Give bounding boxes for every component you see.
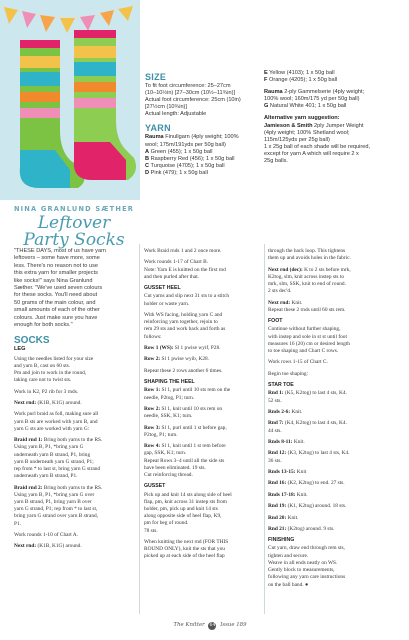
instruction-paragraph	[14, 485, 134, 528]
intro-line: Sæther. "We've used seven colours	[14, 285, 103, 292]
body-column-3	[268, 248, 396, 593]
instruction-text: (K5, K2tog) to last 4 sts, K4.	[283, 390, 347, 397]
instruction-line: picked up at each side of the heel flap	[144, 553, 225, 560]
column-2-instructions	[144, 248, 262, 561]
instruction-line	[268, 420, 396, 427]
size-lines	[145, 83, 263, 118]
instruction-text: Knit.	[292, 438, 305, 445]
instruction-line: tighten and secure.	[268, 552, 309, 559]
alt-text: 2ply Jumper Weight	[312, 122, 364, 129]
instruction-line: have been eliminated. 19 sts.	[144, 464, 206, 471]
instruction-line	[14, 437, 134, 444]
instruction-label: Rnd 20:	[268, 514, 287, 521]
pattern-title	[10, 215, 138, 249]
instruction-line: underneath yarn B strand, P1.	[14, 473, 78, 480]
instruction-label: Braid rnd 2:	[14, 484, 43, 491]
instruction-line: and then purled after that.	[144, 273, 200, 280]
colour-text: Green (455); 1 x 50g ball	[149, 148, 213, 155]
alt-brand: Jamieson & Smith	[264, 122, 313, 129]
section-subheading: SHAPING THE HEEL	[144, 379, 195, 386]
instruction-text: Sl 1, purl until 10 sts rem on the	[160, 387, 231, 394]
size-line: (10–10½in) [27–30cm (10½–11¾in)]	[145, 90, 236, 97]
instruction-label: Rnds 2-6:	[268, 408, 291, 415]
instruction-line: pm for beg of round.	[144, 520, 189, 527]
instruction-text: Bring both yarns to the RS.	[42, 484, 103, 491]
instruction-line: Begin toe shaping:	[268, 370, 309, 377]
instruction-text: Sl 1 pwise wyif, P28.	[173, 344, 221, 351]
alt-yarn-desc: 115m/125yds per 25g ball)	[264, 136, 330, 143]
instruction-paragraph	[144, 443, 262, 479]
instruction-text: Sl 1, knit until 1 st rem before	[160, 443, 226, 450]
intro-line: like socks!" says Nina Granlund	[14, 277, 93, 284]
body-column-2	[144, 248, 262, 565]
instruction-text: Sl 1, purl until 1 st before gap,	[160, 424, 227, 431]
instruction-paragraph	[268, 503, 396, 510]
instruction-line: yarn G strand, P1; rep from * to last st,	[14, 506, 98, 513]
instruction-line: Cut yarns and slip next 31 sts to a stitch	[144, 293, 230, 300]
instruction-label: Rnd 21:	[268, 525, 287, 532]
column-3-instructions	[268, 248, 396, 589]
instruction-line: Note: Yarn E is knitted on the first rnd	[144, 266, 226, 273]
instruction-line: Work Braid rnds 1 and 2 once more.	[144, 248, 222, 254]
instruction-paragraph	[144, 406, 262, 420]
instruction-line: measures 16 (20) cm or desired length	[268, 340, 350, 347]
instruction-paragraph	[14, 411, 134, 433]
alt-yarn-heading: Alternative yarn suggestion:	[264, 115, 340, 122]
instruction-text: Sl 1, knit until 10 sts rem on	[160, 405, 223, 412]
instruction-text: (K1B, K1G) around.	[36, 400, 82, 407]
intro-line: leftovers – some have more, some	[14, 255, 100, 262]
instruction-text: (K1, K2tog) around. 18 sts.	[286, 503, 347, 510]
instruction-line: 36 sts.	[268, 457, 282, 464]
yarn-desc	[145, 134, 263, 141]
title-line-2: Party Socks	[23, 230, 125, 250]
size-line: Actual length: Adjustable	[145, 111, 207, 118]
instruction-line: Using yarn B, P1, *bring yarn G	[14, 444, 84, 451]
instruction-line	[268, 480, 396, 487]
instruction-line	[268, 492, 396, 499]
colour-text: Yellow (4103); 1 x 50g ball	[267, 70, 335, 76]
column-divider	[264, 244, 265, 614]
alt-yarn-desc: 1 x 25g ball of each shade will be required,	[264, 143, 371, 150]
magazine-name: The Knitter	[173, 622, 205, 628]
size-line: [27½cm (10¾in)]	[145, 104, 187, 111]
instruction-paragraph	[144, 539, 262, 561]
size-line: Actual foot circumference: 25cm (10in)	[145, 97, 241, 104]
section-subheading: GUSSET HEEL	[144, 285, 181, 292]
instruction-line: holder, pm, pick up and knit 14 sts	[144, 505, 218, 512]
instruction-text: (K4, K2tog) to last 4 sts, K4.	[283, 420, 347, 427]
instruction-paragraph	[268, 515, 396, 522]
instruction-label: Rnds 13-15:	[268, 468, 296, 475]
instruction-label: Rnd 19:	[268, 503, 287, 510]
instruction-line: P1.	[14, 520, 21, 527]
instruction-line	[268, 526, 396, 533]
instruction-line	[14, 543, 134, 550]
intro-line: 50 grams of the main colour, and	[14, 299, 96, 306]
instruction-line: 2 sts dec'd.	[268, 288, 292, 295]
intro-line: colours. Just make sure you have	[14, 314, 98, 321]
instruction-paragraph	[268, 382, 396, 405]
instruction-label: Next rnd:	[14, 543, 37, 550]
instruction-paragraph	[268, 371, 396, 378]
colour-code: B	[145, 155, 150, 162]
instruction-line	[144, 387, 262, 394]
instruction-line	[14, 485, 134, 492]
colour-text: Turquoise (4705); 1 x 50g ball	[149, 162, 225, 169]
instruction-line: Repeat these 2 rnds until 60 sts rem.	[268, 306, 346, 313]
intro-line: small amounts of each of the other	[14, 307, 100, 314]
instruction-line	[144, 345, 262, 352]
section-subheading: GUSSET	[144, 483, 166, 490]
instruction-label: Next rnd (dec):	[268, 266, 303, 273]
section-subheading: FINISHING	[268, 537, 295, 544]
instruction-line	[144, 425, 262, 432]
instruction-paragraph	[144, 285, 262, 308]
instruction-line: through the back loop. This tightens	[268, 248, 346, 254]
instruction-paragraph	[268, 469, 396, 476]
instruction-line	[268, 439, 396, 446]
instruction-label: Next rnd:	[14, 400, 37, 407]
size-line: To fit foot circumference: 25–27cm	[145, 83, 231, 89]
instruction-text: Knit	[295, 468, 307, 475]
instruction-text: K to 2 sts before mrk,	[302, 266, 351, 273]
instruction-paragraph	[268, 420, 396, 434]
instruction-line: to toe shaping and Chart C rows.	[268, 348, 339, 354]
instruction-line: underneath yarn B strand, P1, bring	[14, 451, 91, 458]
instruction-label: Row 2:	[144, 405, 161, 412]
instruction-line: When knitting the next rnd (FOR THIS	[144, 538, 229, 545]
title-line-1: Leftover	[37, 213, 111, 233]
instruction-line: yarn B strand, P1, bring yarn B over	[14, 499, 92, 506]
instruction-line: yarn B sts are worked with yarn B, and	[14, 418, 98, 425]
instruction-line: Cut reinforcing thread.	[144, 471, 193, 478]
instruction-paragraph	[14, 437, 134, 480]
instruction-line: holder or waste yarn.	[144, 300, 190, 307]
instruction-paragraph	[268, 492, 396, 499]
leg-heading: LEG	[14, 346, 26, 353]
instruction-text: (K2tog) around. 9 sts.	[286, 525, 335, 532]
instruction-line: Work purl braid as foll, making sure all	[14, 411, 99, 418]
yarn-colour	[264, 77, 404, 84]
instruction-line: taking care not to twist sts.	[14, 377, 72, 384]
instruction-line: following any yarn care instructions	[268, 574, 346, 581]
gammel-text: 2-ply Gammelserie (4ply weight;	[282, 89, 365, 96]
instruction-paragraph	[268, 409, 396, 416]
instruction-line: and yarn B, cast on 60 sts.	[14, 362, 71, 369]
instruction-text: Bring both yarns to the RS.	[42, 437, 103, 444]
instruction-line: mrk, slm, SSK, knit to end of round.	[268, 281, 346, 287]
instruction-label: Row 1:	[144, 387, 161, 394]
instruction-text: (K2, K2tog) to end. 27 sts.	[286, 480, 345, 487]
instruction-paragraph	[268, 300, 396, 314]
yarn-desc-text: Finullgarn (4ply weight; 100%	[163, 134, 239, 141]
section-subheading: STAR TOE	[268, 382, 294, 389]
yarn-colour	[145, 156, 263, 163]
instruction-line	[268, 515, 396, 522]
instruction-label: Rnd 12:	[268, 450, 287, 457]
instruction-paragraph	[14, 389, 134, 396]
socks-illustration	[0, 0, 140, 200]
gammel-desc: 100% wool; 160m/175 yd per 50g ball)	[264, 96, 360, 103]
instruction-text: Sl 1 pwise wyib, K28.	[160, 356, 210, 363]
instruction-paragraph	[268, 318, 396, 355]
author-byline: NINA GRANLUND SÆTHER	[13, 205, 135, 213]
instruction-paragraph	[144, 259, 262, 281]
instruction-label: Row 1 (WS):	[144, 344, 174, 351]
instruction-paragraph	[144, 356, 262, 363]
instruction-paragraph	[268, 359, 396, 366]
instruction-line: Repeat these 2 rows another 6 times.	[144, 367, 223, 374]
intro-line: enough for both socks."	[14, 322, 73, 329]
instruction-label: Rnd 1:	[268, 390, 284, 397]
instruction-line: With WS facing, holding yarn C and	[144, 311, 223, 318]
size-yarn-column	[145, 70, 263, 177]
instruction-line	[144, 443, 262, 450]
instruction-line: Work rounds 1-10 of Chart A.	[14, 532, 78, 539]
gammel-desc	[264, 89, 404, 96]
yarn-column-continued	[264, 70, 404, 165]
instruction-label: Row 4:	[144, 443, 161, 450]
instruction-line: K2tog, slm, knit across instep sts to	[268, 273, 344, 280]
issue-number: Issue 189	[220, 622, 247, 628]
instruction-text: Knit.	[290, 408, 303, 415]
intro-line: for these socks. You'll need about	[14, 292, 98, 299]
yarn-colour	[145, 149, 263, 156]
yarn-heading: YARN	[145, 123, 171, 134]
socks-photo	[0, 0, 140, 200]
instruction-line: rep from * to last st, bring yarn G strand	[14, 466, 101, 473]
instruction-label: Rnds 8-11:	[268, 438, 293, 445]
socks-heading: SOCKS	[14, 335, 50, 347]
instruction-line: bring yarn G strand over yarn B strand,	[14, 513, 98, 520]
body-column-1	[14, 248, 134, 555]
colour-text: Natural White 401; 1 x 50g ball	[268, 103, 347, 110]
instruction-text: (K3, K2tog) to last 4 sts, K4.	[286, 450, 350, 457]
instruction-label: Braid rnd 1:	[14, 437, 43, 444]
instruction-paragraph	[268, 267, 396, 296]
instruction-line: flap, pm, knit across 31 instep sts from	[144, 498, 227, 505]
instruction-line	[268, 503, 396, 510]
instruction-paragraph	[144, 483, 262, 534]
instruction-paragraph	[268, 480, 396, 487]
yarn-colour	[264, 103, 404, 110]
yarn-colour	[145, 163, 263, 170]
instruction-label: Rnds 17-18:	[268, 491, 296, 498]
instruction-line: Gently block to measurements,	[268, 567, 335, 574]
instruction-line: Cut yarn, draw end through rem sts,	[268, 545, 345, 552]
instruction-line: 44 sts.	[268, 427, 282, 434]
instruction-line: Work rounds 1-17 of Chart B.	[144, 259, 208, 266]
instruction-line: Using yarn B, P1, *bring yarn G over	[14, 491, 95, 498]
alt-yarn-desc: (4ply weight; 100% Shetland wool;	[264, 129, 350, 136]
instruction-label: Row 3:	[144, 424, 161, 431]
intro-line: this extra yarn for smaller projects	[14, 270, 98, 277]
yarn-colour	[145, 170, 263, 177]
instruction-line: with instep and sole in st st until foot	[268, 333, 347, 340]
instruction-paragraph	[14, 532, 134, 539]
intro-paragraph	[14, 248, 134, 329]
instruction-line: Work rows 1-15 of Chart C.	[268, 359, 328, 366]
page-footer	[150, 622, 270, 630]
instruction-line: Using the needles listed for your size	[14, 355, 94, 362]
instruction-line	[268, 300, 396, 307]
instruction-paragraph	[14, 543, 134, 550]
instruction-line: on the ball band. ●	[268, 581, 309, 588]
instruction-paragraph	[144, 379, 262, 402]
instruction-paragraph	[144, 368, 262, 375]
yarn-colour	[264, 70, 404, 77]
instruction-line	[268, 267, 396, 274]
instruction-line: Repeat Rows 3–4 until all the side sts	[144, 457, 225, 464]
instruction-line: follows:	[144, 333, 162, 340]
instruction-line: reinforcing yarn together, rejoin to	[144, 319, 218, 326]
instruction-line: P2tog, P1; turn.	[144, 431, 178, 438]
instruction-text: (K1B, K1G) around.	[36, 543, 82, 550]
instruction-line: needle, P2tog, P1; turn.	[144, 394, 195, 401]
instruction-paragraph	[268, 248, 396, 262]
size-heading: SIZE	[145, 72, 167, 82]
yarn-brand: Rauma	[145, 134, 164, 141]
instruction-line: along opposite side of heel flap, K9,	[144, 513, 222, 520]
instruction-paragraph	[14, 400, 134, 407]
instruction-line: yarn G sts are worked with yarn G:	[14, 425, 90, 432]
instruction-paragraph	[144, 345, 262, 352]
instruction-paragraph	[268, 450, 396, 464]
gammel-brand: Rauma	[264, 89, 283, 96]
instruction-line	[268, 409, 396, 416]
instruction-label: Rnd 16:	[268, 480, 287, 487]
instruction-line: Weave in all ends neatly on WS.	[268, 559, 338, 566]
instruction-text: Knit.	[295, 491, 308, 498]
instruction-line: them up and avoids holes in the fabric.	[268, 255, 351, 262]
instruction-line: yarn B underneath yarn G strand, P1;	[14, 458, 94, 465]
instruction-paragraph	[14, 356, 134, 385]
instruction-line	[144, 406, 262, 413]
instruction-paragraph	[268, 526, 396, 533]
instruction-text: Knit.	[290, 299, 303, 306]
instruction-line: gap, SSK, K1; turn.	[144, 450, 187, 457]
instruction-line	[268, 390, 396, 397]
instruction-label: Rnd 7:	[268, 420, 284, 427]
instruction-paragraph	[268, 439, 396, 446]
column-divider	[139, 244, 140, 614]
instruction-line	[268, 469, 396, 476]
colour-text: Orange (4205); 1 x 50g ball	[267, 77, 338, 84]
instruction-text: Knit.	[286, 514, 299, 521]
colour-code: A	[145, 148, 150, 155]
section-subheading: FOOT	[268, 318, 283, 325]
alt-yarn-desc: except for yarn A which will require 2 x	[264, 150, 359, 157]
intro-line: less. There's no reason not to use	[14, 262, 98, 269]
instruction-paragraph	[144, 248, 262, 255]
instruction-line: Work in K2, P2 rib for 3 rnds.	[14, 388, 79, 395]
colour-code: F	[264, 77, 268, 84]
colour-text: Raspberry Red (456); 1 x 50g ball	[149, 155, 235, 162]
colour-code: D	[145, 169, 150, 176]
instruction-line: needle, SSK, K1; turn.	[144, 413, 193, 420]
instruction-line: Continue without further shaping,	[268, 326, 341, 333]
instruction-line: rem 29 sts and work back and forth as	[144, 326, 226, 333]
alt-yarn-desc: 25g balls.	[264, 158, 288, 165]
colour-code: E	[264, 70, 268, 76]
instruction-paragraph	[144, 312, 262, 341]
page-number: 64	[209, 623, 216, 628]
instruction-line	[144, 356, 262, 363]
instruction-line	[14, 400, 134, 407]
instruction-paragraph	[268, 537, 396, 588]
instruction-line: ROUND ONLY), knit the sts that you	[144, 546, 225, 553]
intro-line: "THESE DAYS, most of us have yarn	[14, 248, 107, 254]
colour-text: Pink (479); 1 x 50g ball	[149, 169, 208, 176]
instruction-line: 78 sts.	[144, 527, 158, 534]
instruction-line	[268, 450, 396, 457]
instruction-label: Row 2:	[144, 356, 161, 363]
yarn-desc: wool; 175m/191yds per 50g ball)	[145, 141, 226, 148]
colour-code: C	[145, 162, 150, 169]
colour-code: G	[264, 103, 269, 110]
instruction-label: Next rnd:	[268, 299, 291, 306]
instruction-line: 52 sts.	[268, 397, 282, 404]
instruction-paragraph	[144, 425, 262, 439]
column-1-instructions	[14, 356, 134, 551]
alt-yarn-desc	[264, 123, 404, 130]
instruction-line: Pick up and knit 14 sts along side of heel	[144, 491, 232, 498]
instruction-line: Pm and join to work in the round,	[14, 370, 87, 377]
